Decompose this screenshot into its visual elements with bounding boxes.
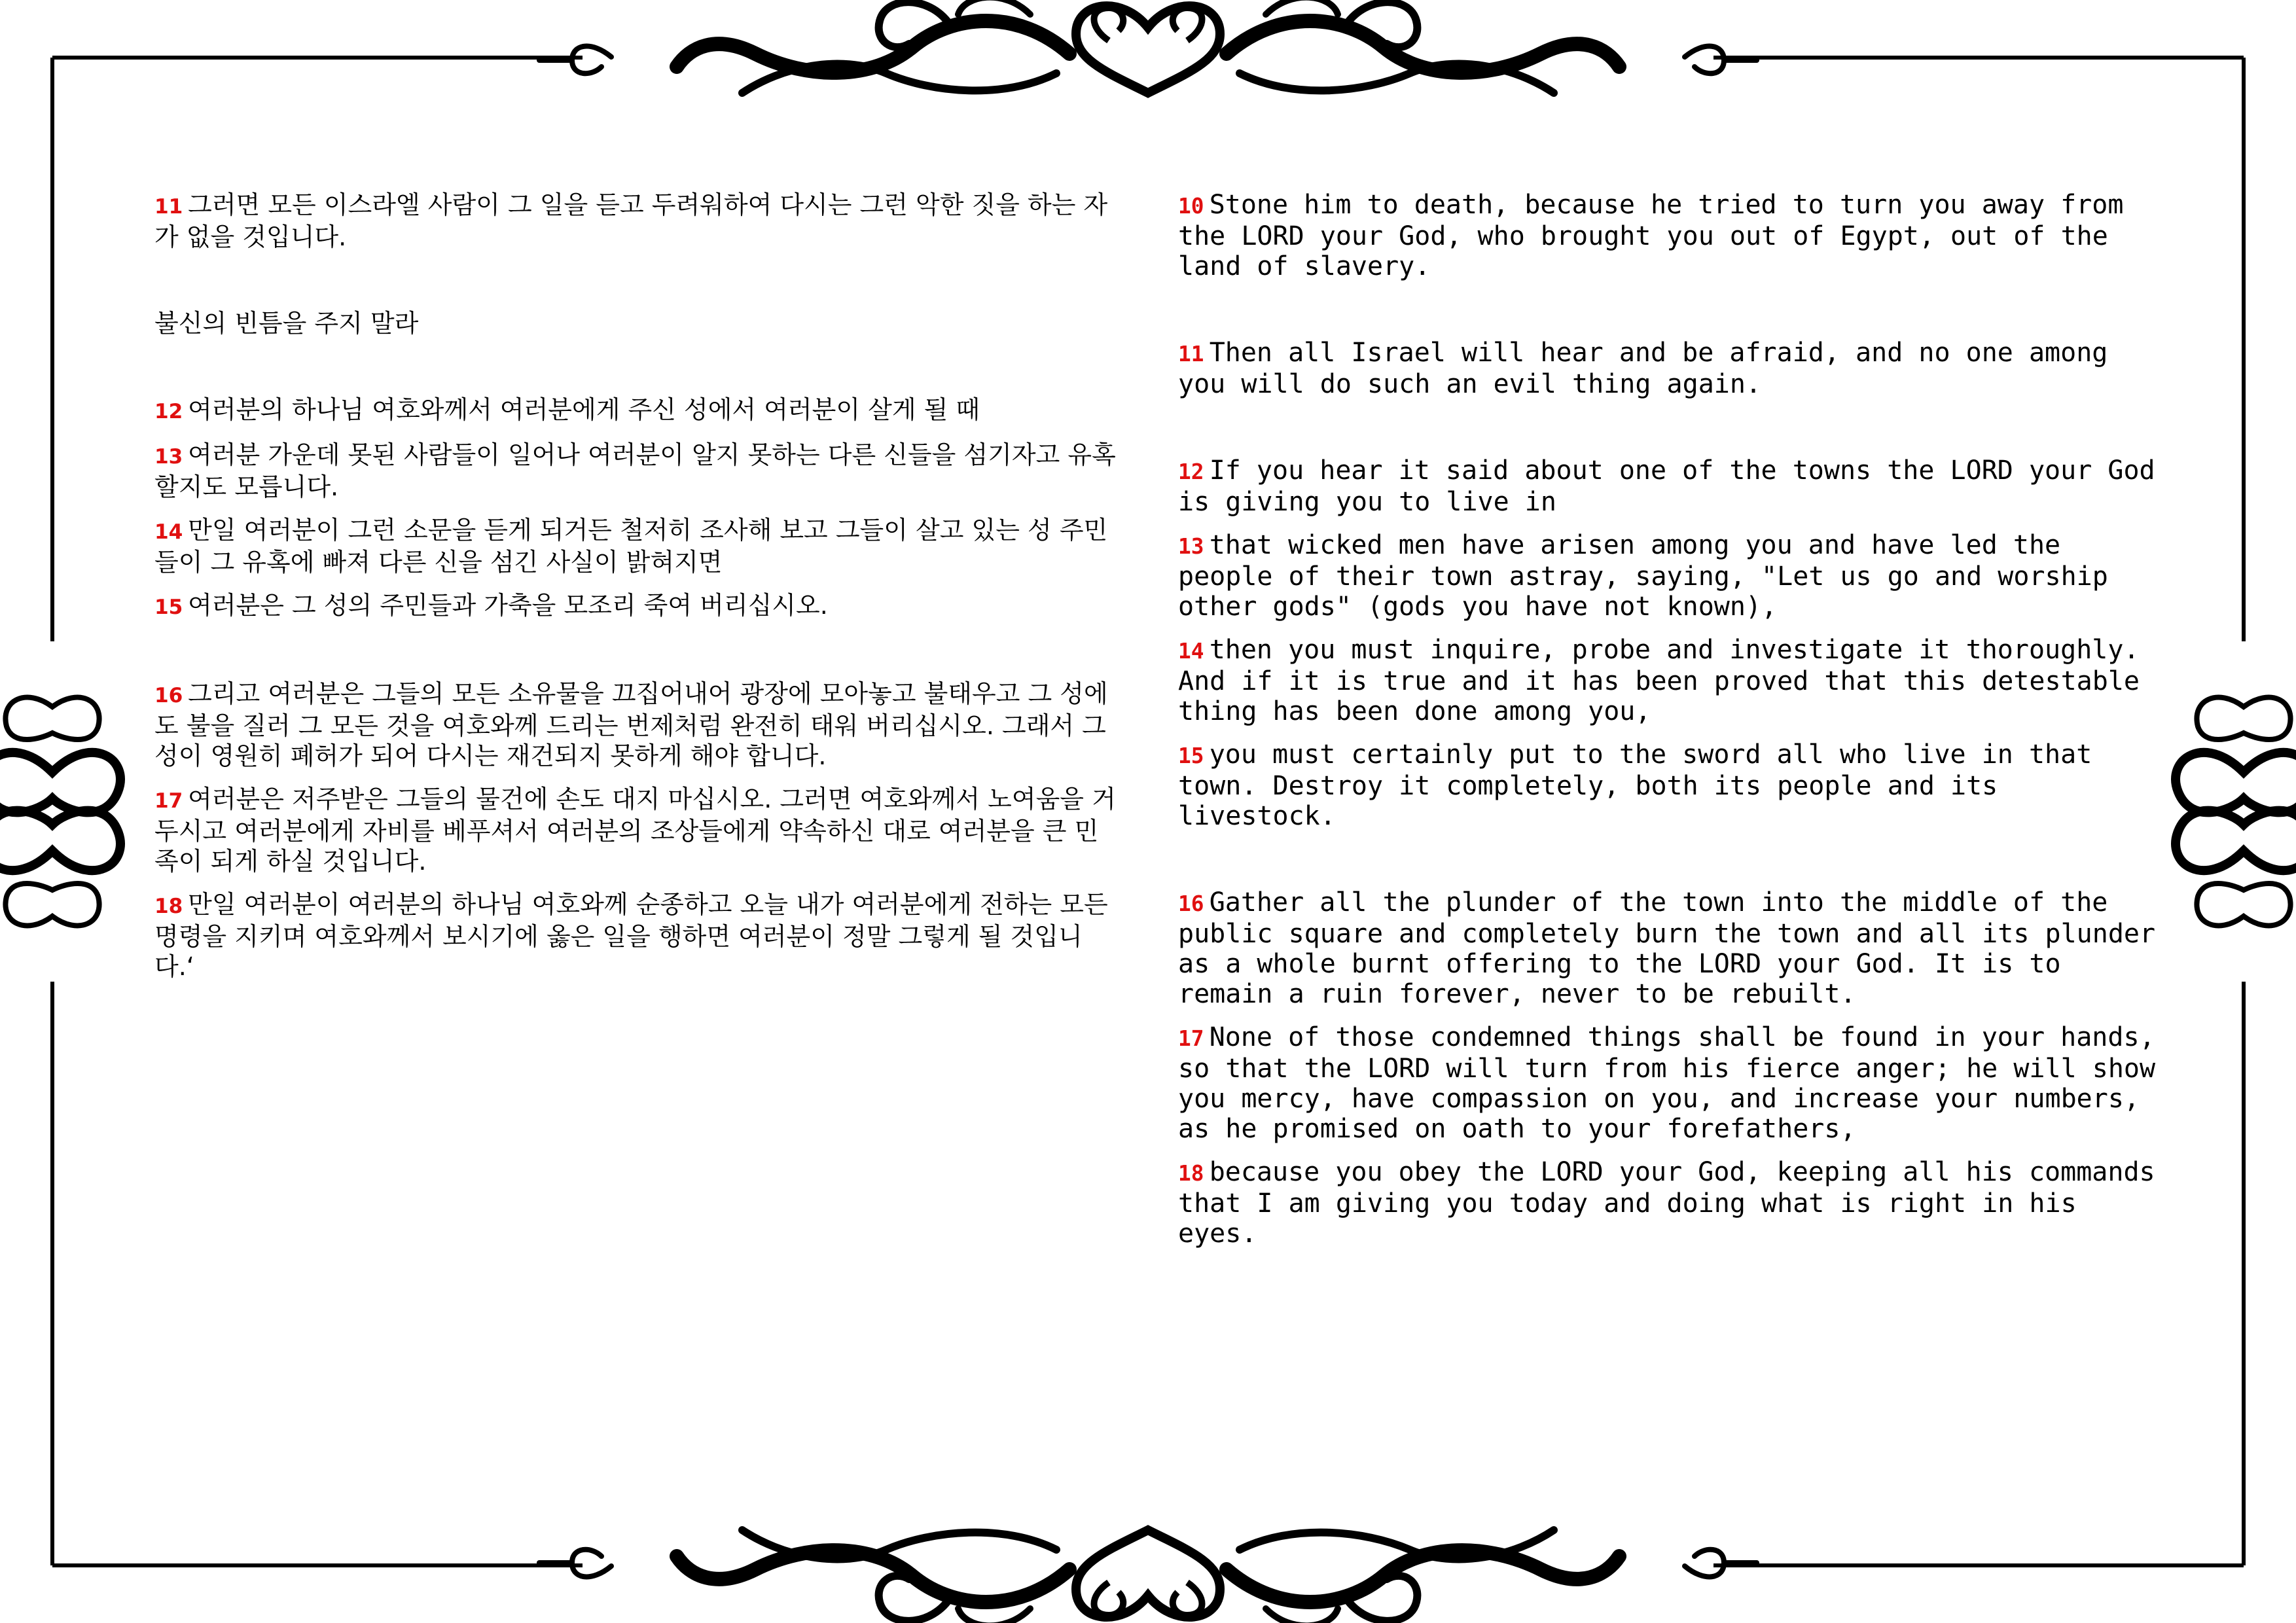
verse-text: Gather all the plunder of the town into the middle of the public square and completely burn the town and all its plunder as a whole burnt offering to the LORD your God. It is to remain a ruin forever, never to be rebuilt. <box>1178 887 2156 1009</box>
verse-ko-17 <box>154 784 1122 876</box>
verse-number: 10 <box>1178 194 1204 219</box>
verse-number: 17 <box>154 789 183 813</box>
verse-text: Then all Israel will hear and be afraid, and no one among you will do such an evil thing again. <box>1178 338 2108 399</box>
verse-text: that wicked men have arisen among you and have led the people of their town astray, saying, "Let us go and worship other gods" (gods you have not known), <box>1178 530 2108 622</box>
verse-number: 13 <box>1178 534 1204 559</box>
verse-text: because you obey the LORD your God, keeping all his commands that I am giving you today and doing what is right in his eyes. <box>1178 1157 2155 1249</box>
verse-number: 13 <box>154 445 183 469</box>
verse-text: Stone him to death, because he tried to turn you away from the LORD your God, who brought you out of Egypt, out of the land of slavery. <box>1178 190 2124 281</box>
verse-number: 14 <box>154 520 183 544</box>
verse-number: 15 <box>154 596 183 619</box>
verse-number: 12 <box>1178 459 1204 484</box>
verse-number: 12 <box>154 400 183 423</box>
verse-text: 여러분 가운데 못된 사람들이 일어나 여러분이 알지 못하는 다른 신들을 섬기자고 유혹할지도 모릅니다. <box>154 440 1116 501</box>
korean-column <box>154 190 1122 982</box>
verse-text: 만일 여러분이 여러분의 하나님 여호와께 순종하고 오늘 내가 여러분에게 전하는 모든 명령을 지키며 여호와께서 보시기에 옳은 일을 행하면 여러분이 정말 그렇게 될 것입니다.‘ <box>154 890 1108 981</box>
verse-number: 16 <box>154 684 183 707</box>
verse-text: 여러분의 하나님 여호와께서 여러분에게 주신 성에서 여러분이 살게 될 때 <box>188 395 980 424</box>
verse-number: 14 <box>1178 639 1204 664</box>
verse-en-13 <box>1178 530 2160 622</box>
verse-ko-14 <box>154 515 1122 577</box>
verse-number: 18 <box>1178 1161 1204 1186</box>
verse-text: then you must inquire, probe and investigate it thoroughly. And if it is true and it has been proved that this detestable thing has been done among you, <box>1178 635 2140 726</box>
verse-number: 11 <box>1178 342 1204 366</box>
verse-text: 여러분은 그 성의 주민들과 가축을 모조리 죽여 버리십시오. <box>188 591 828 620</box>
verse-text: 그리고 여러분은 그들의 모든 소유물을 끄집어내어 광장에 모아놓고 불태우고 그 성에도 불을 질러 그 모든 것을 여호와께 드리는 번제처럼 완전히 태워 버리십시오. 그래서 그 성이 영원히 폐허가 되어 다시는 재건되지 못하게 해야 합니다. <box>154 679 1108 770</box>
verse-en-17 <box>1178 1022 2160 1144</box>
verse-number: 17 <box>1178 1026 1204 1051</box>
verse-en-15 <box>1178 740 2160 831</box>
verse-en-12 <box>1178 455 2160 517</box>
verse-text: If you hear it said about one of the towns the LORD your God is giving you to live in <box>1178 455 2155 517</box>
verse-ko-16 <box>154 679 1122 771</box>
verse-number: 15 <box>1178 743 1204 768</box>
verse-en-14 <box>1178 635 2160 726</box>
verse-text: None of those condemned things shall be found in your hands, so that the LORD will turn from his fierce anger; he will show you mercy, have compassion on you, and increase your numbers, as he promised on oath to your forefathers, <box>1178 1022 2156 1144</box>
verse-text: 여러분은 저주받은 그들의 물건에 손도 대지 마십시오. 그러면 여호와께서 노여움을 거두시고 여러분에게 자비를 베푸셔서 여러분의 조상들에게 약속하신 대로 여러분을 큰 민족이 되게 하실 것입니다. <box>154 785 1116 876</box>
verse-ko-15 <box>154 590 1122 622</box>
english-column <box>1178 190 2160 1249</box>
verse-number: 18 <box>154 895 183 918</box>
verse-text: 그러면 모든 이스라엘 사람이 그 일을 듣고 두려워하여 다시는 그런 악한 짓을 하는 자가 없을 것입니다. <box>154 190 1108 251</box>
section-heading: 불신의 빈틈을 주지 말라 <box>154 309 419 338</box>
verse-ko-18 <box>154 889 1122 982</box>
verse-ko-11 <box>154 190 1122 252</box>
verse-ko-13 <box>154 440 1122 502</box>
verse-en-18 <box>1178 1157 2160 1249</box>
verse-en-11 <box>1178 338 2160 399</box>
verse-text: you must certainly put to the sword all who live in that town. Destroy it completely, both its people and its livestock. <box>1178 740 2092 831</box>
verse-en-10 <box>1178 190 2160 281</box>
verse-en-16 <box>1178 887 2160 1009</box>
verse-text: 만일 여러분이 그런 소문을 듣게 되거든 철저히 조사해 보고 그들이 살고 있는 성 주민들이 그 유혹에 빠져 다른 신을 섬긴 사실이 밝혀지면 <box>154 516 1108 577</box>
verse-number: 11 <box>154 195 183 219</box>
verse-ko-12 <box>154 395 1122 427</box>
verse-number: 16 <box>1178 891 1204 916</box>
